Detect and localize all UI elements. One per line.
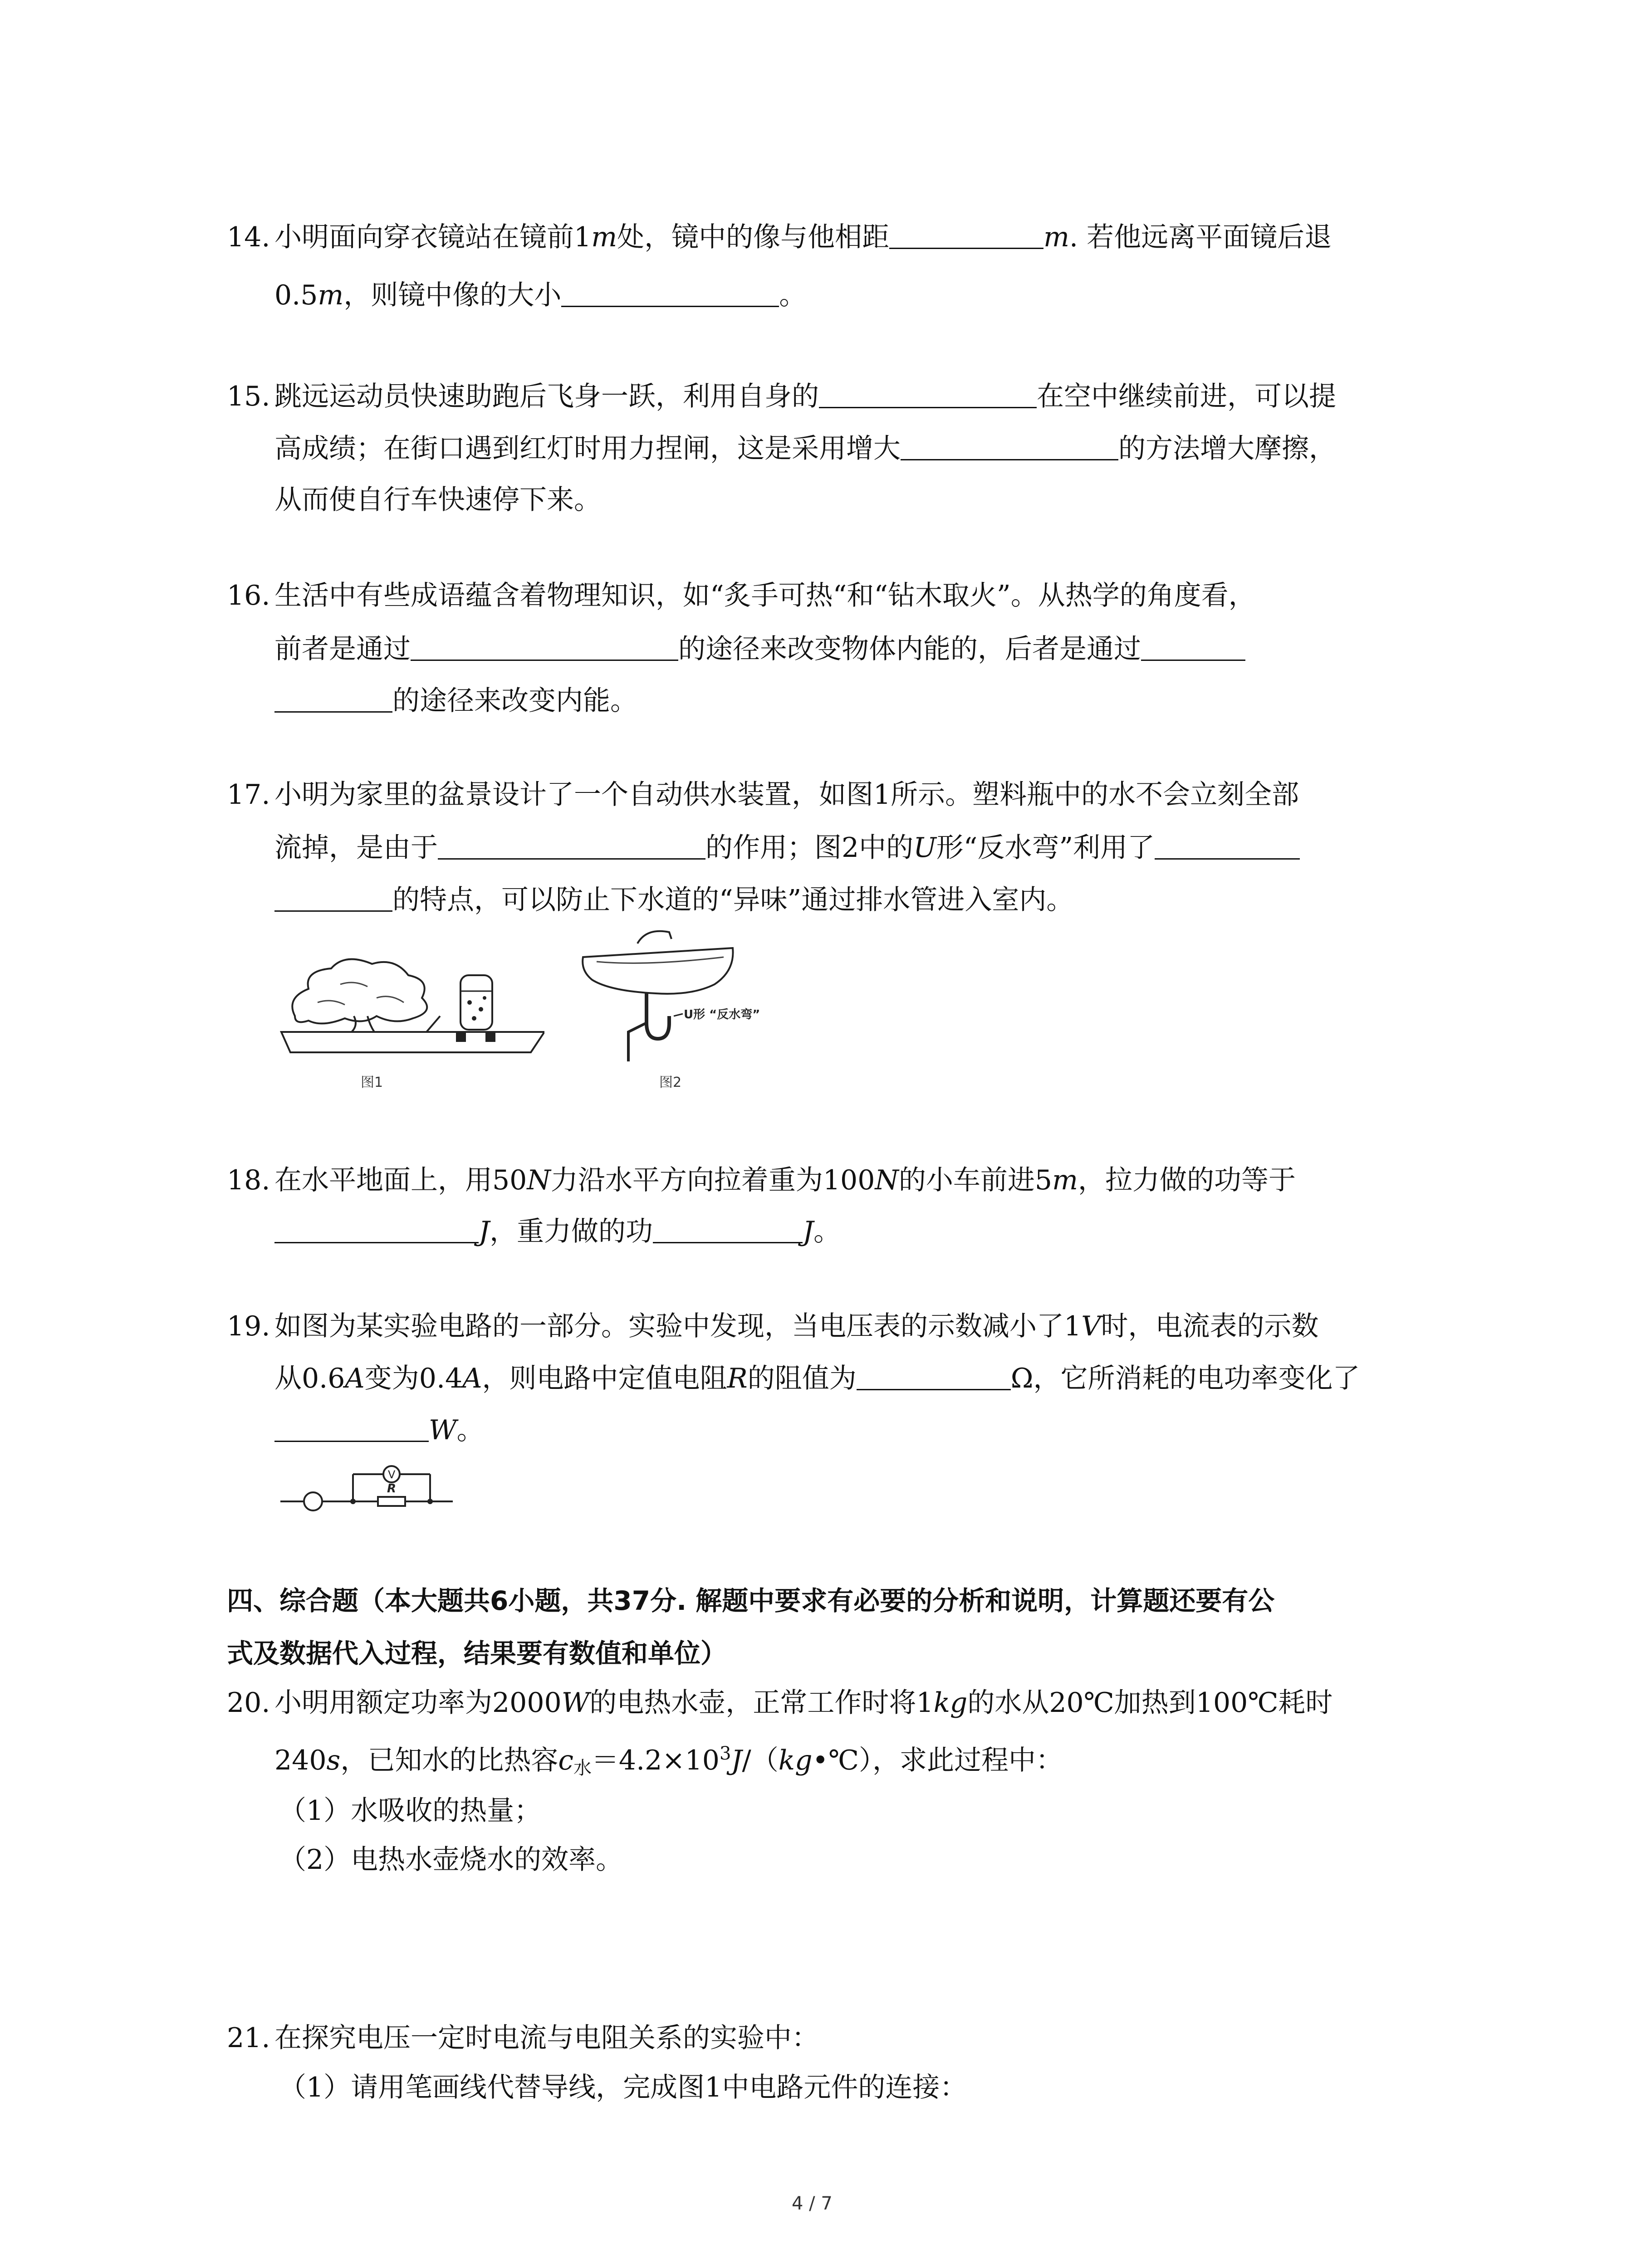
q19-line-3: W。 (274, 1416, 484, 1444)
q16-line-2: 前者是通过 的途径来改变物体内能的，后者是通过 (274, 635, 1245, 663)
answer-blank[interactable] (1155, 834, 1300, 860)
q18-line-1: 18. 在水平地面上，用50N力沿水平方向拉着重为100N的小车前进5m，拉力做的功等于 (227, 1164, 1296, 1196)
bonsai-water-device-figure (277, 948, 544, 1061)
q20-part-1: （1）水吸收的热量； (279, 1795, 542, 1827)
sink-u-bend-figure (578, 925, 769, 1066)
answer-blank[interactable] (274, 1217, 479, 1243)
section-4-heading-line-1: 四、综合题（本大题共6小题，共37分. 解题中要求有必要的分析和说明，计算题还要有公 (227, 1585, 1275, 1616)
q20-line-1: 20. 小明用额定功率为2000W的电热水壶，正常工作时将1kg的水从20℃加热到100℃耗时 (227, 1687, 1333, 1719)
q16-line-1: 16. 生活中有些成语蕴含着物理知识，如“炙手可热“和“钻木取火”。从热学的角度看， (227, 580, 1256, 611)
q17-number: 17. (227, 779, 270, 811)
circuit-fragment-figure (280, 1456, 462, 1520)
svg-text:V: V (388, 1468, 396, 1481)
answer-blank[interactable] (1141, 635, 1245, 661)
answer-blank[interactable] (411, 635, 678, 661)
answer-blank[interactable] (653, 1217, 803, 1243)
answer-blank[interactable] (857, 1364, 1011, 1390)
answer-blank[interactable] (819, 382, 1037, 408)
answer-blank[interactable] (901, 435, 1118, 460)
figure-2-caption: 图2 (659, 1075, 682, 1090)
q19-number: 19. (227, 1310, 270, 1342)
q21-line-1: 21. 在探究电压一定时电流与电阻关系的实验中： (227, 2022, 819, 2054)
q19-line-1: 19. 如图为某实验电路的一部分。实验中发现，当电压表的示数减小了1V时，电流表的示数 (227, 1310, 1319, 1342)
section-4-heading-line-2: 式及数据代入过程，结果要有数值和单位） (227, 1638, 727, 1669)
q16-line-3: 的途径来改变内能。 (274, 687, 637, 714)
svg-text:R: R (387, 1482, 397, 1496)
answer-blank[interactable] (274, 687, 392, 713)
q20-line-2: 240s，已知水的比热容$c_水=4.2\times 10^3J/(kg•℃)$，求此过程中： (274, 1743, 1063, 1779)
answer-blank[interactable] (889, 223, 1043, 249)
q15-line-3: 从而使自行车快速停下来。 (274, 484, 601, 516)
q17-line-3: 的特点，可以防止下水道的“异味”通过排水管进入室内。 (274, 886, 1073, 914)
q17-line-1: 17. 小明为家里的盆景设计了一个自动供水装置，如图1所示。塑料瓶中的水不会立刻全部 (227, 779, 1299, 811)
q21-number: 21. (227, 2022, 270, 2054)
q16-number: 16. (227, 580, 270, 611)
q15-line-1: 15. 跳远运动员快速助跑后飞身一跃，利用自身的 在空中继续前进，可以提 (227, 381, 1336, 412)
q20-part-2: （2）电热水壶烧水的效率。 (279, 1844, 623, 1876)
page-number: 4 / 7 (792, 2193, 833, 2214)
q18-line-2: J，重力做的功 J。 (274, 1217, 841, 1245)
q17-line-2: 流掉，是由于 的作用；图2中的U形“反水弯”利用了 (274, 834, 1300, 861)
q20-number: 20. (227, 1687, 270, 1719)
figure-1-caption: 图1 (361, 1075, 383, 1090)
q21-part-1: （1）请用笔画线代替导线，完成图1中电路元件的连接： (279, 2072, 967, 2103)
answer-blank[interactable] (561, 281, 779, 307)
q18-number: 18. (227, 1164, 270, 1196)
q14-number: 14. (227, 221, 270, 253)
answer-blank[interactable] (274, 886, 392, 912)
resistor-icon (378, 1497, 405, 1506)
u-bend-label: U形 “反水弯” (684, 1008, 760, 1022)
q15-line-2: 高成绩；在街口遇到红灯时用力捏闸，这是采用增大 的方法增大摩擦， (274, 433, 1336, 464)
q19-line-2: 从0.6A变为0.4A，则电路中定值电阻R的阻值为 Ω，它所消耗的电功率变化了 (274, 1363, 1360, 1394)
answer-blank[interactable] (274, 1416, 429, 1442)
q14-line-2: 0.5m，则镜中像的大小 。 (274, 279, 807, 311)
answer-blank[interactable] (438, 834, 705, 860)
q15-number: 15. (227, 381, 270, 412)
q14-line-1: 14. 小明面向穿衣镜站在镜前1m处，镜中的像与他相距 m. 若他远离平面镜后退 (227, 221, 1332, 253)
ammeter-icon (304, 1492, 322, 1510)
